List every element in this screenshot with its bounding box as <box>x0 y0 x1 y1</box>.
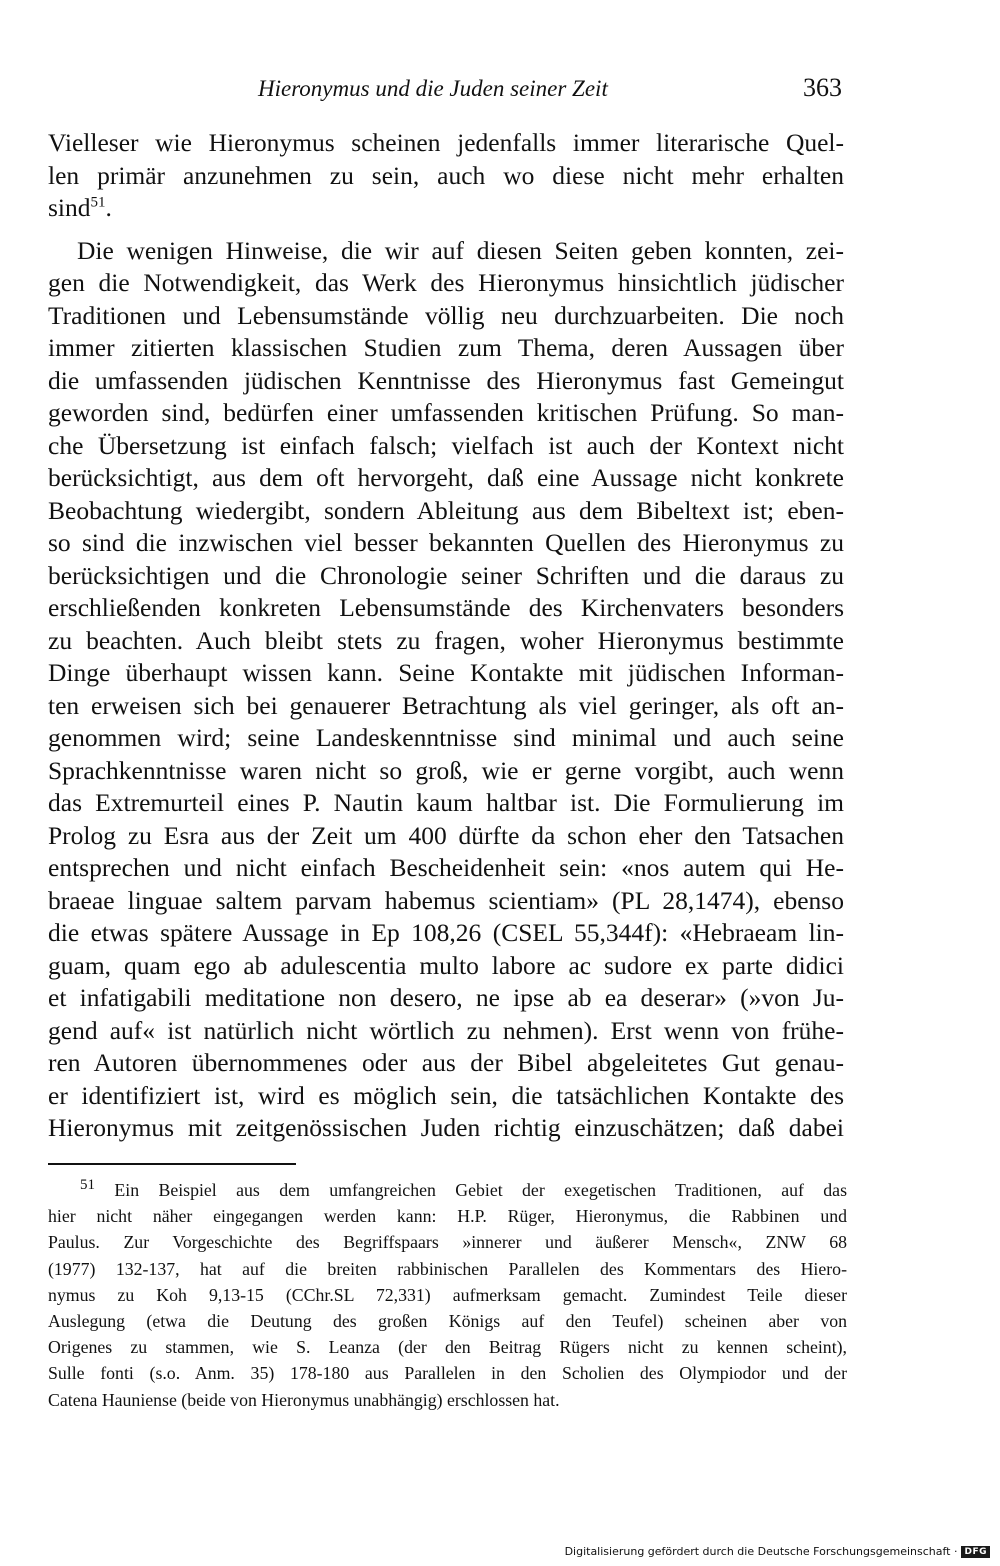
text-line: Hieronymus mit zeitgenössischen Juden richtig einzuschätzen; daß dabei <box>48 1113 844 1142</box>
text-line: die etwas spätere Aussage in Ep 108,26 (CSEL 55,344f): «Hebraeam lin- <box>48 918 844 947</box>
text-line: immer zitierten klassischen Studien zum Thema, deren Aussagen über <box>48 333 844 362</box>
page-number: 363 <box>803 73 842 102</box>
text-line: Traditionen und Lebensumstände völlig neu durchzuarbeiten. Die noch <box>48 300 844 330</box>
text-fragment: . <box>105 193 112 222</box>
footnote <box>48 1177 847 1413</box>
text-line <box>48 192 844 225</box>
footnote-separator <box>48 1163 296 1165</box>
text-line: ten erweisen sich bei genauerer Betrachtung als viel geringer, als oft an- <box>48 690 844 720</box>
text-line: so sind die inzwischen viel besser bekannten Quellen des Hieronymus zu <box>48 528 844 557</box>
digitization-credit <box>565 1545 990 1558</box>
text-line: er identifiziert ist, wird es möglich sein, die tatsächlichen Kontakte des <box>48 1080 844 1110</box>
footnotes <box>48 1177 847 1413</box>
text-line: entsprechen und nicht einfach Bescheidenheit sein: «nos autem qui He- <box>48 853 844 882</box>
text-line: berücksichtigt, aus dem oft hervorgeht, daß eine Aussage nicht konkrete <box>48 463 844 492</box>
text-line: geworden sind, bedürfen einer umfassenden kritischen Prüfung. So man- <box>48 398 844 427</box>
footnote-line: Auslegung (etwa die Deutung des großen Königs auf den Teufel) scheinen aber von <box>48 1310 847 1331</box>
text-line: Vielleser wie Hieronymus scheinen jedenfalls immer literarische Quel- <box>48 128 844 157</box>
dfg-logo-icon: DFG <box>961 1546 990 1558</box>
text-line: et infatigabili meditatione non desero, ne ipse ab ea deserar» (»von Ju- <box>48 983 844 1012</box>
footnote-line: Catena Hauniense (beide von Hieronymus unabhängig) erschlossen hat. <box>48 1389 560 1410</box>
paragraph <box>48 235 844 1145</box>
footnote-line: Paulus. Zur Vorgeschichte des Begriffspaars »innerer und äußerer Mensch«, ZNW 68 <box>48 1232 847 1253</box>
text-line: Sprachkenntnisse waren nicht so groß, wie er gerne vorgibt, auch wenn <box>48 755 844 785</box>
text-line: gen die Notwendigkeit, das Werk des Hieronymus hinsichtlich jüdischer <box>48 268 844 297</box>
text-fragment: sind <box>48 193 91 222</box>
text-line: genommen wird; seine Landeskenntnisse sind minimal und auch seine <box>48 723 844 752</box>
text-line: che Übersetzung ist einfach falsch; vielfach ist auch der Kontext nicht <box>48 430 844 460</box>
text-line: Beobachtung wiedergibt, sondern Ableitung aus dem Bibeltext ist; eben- <box>48 495 844 525</box>
credit-text: Digitalisierung gefördert durch die Deutsche Forschungsgemeinschaft · <box>564 1545 958 1558</box>
text-line: zu beachten. Auch bleibt stets zu fragen, woher Hieronymus bestimmte <box>48 625 844 655</box>
text-line: ren Autoren übernommenes oder aus der Bibel abgeleitetes Gut genau- <box>48 1048 844 1077</box>
text-line: gend auf« ist natürlich nicht wörtlich zu nehmen). Erst wenn von frühe- <box>48 1015 844 1045</box>
text-line: Die wenigen Hinweise, die wir auf diesen Seiten geben konnten, zei- <box>77 235 844 265</box>
text-line: braeae linguae saltem parvam habemus scientiam» (PL 28,1474), ebenso <box>48 885 844 915</box>
paragraph <box>48 127 844 225</box>
text-line: erschließenden konkreten Lebensumstände des Kirchenvaters besonders <box>48 593 844 622</box>
running-head <box>258 74 842 108</box>
text-line: guam, quam ego ab adulescentia multo labore ac sudore ex parte didici <box>48 950 844 980</box>
footnote-line: nymus zu Koh 9,13-15 (CChr.SL 72,331) aufmerksam gemacht. Zumindest Teile dieser <box>48 1284 847 1305</box>
text-line: Prolog zu Esra aus der Zeit um 400 dürfte da schon eher den Tatsachen <box>48 820 844 850</box>
footnote-line: Sulle fonti (s.o. Anm. 35) 178-180 aus Parallelen in den Scholien des Olympiodor und der <box>48 1363 847 1384</box>
text-line: die umfassenden jüdischen Kenntnisse des Hieronymus fast Gemeingut <box>48 365 844 395</box>
text-line: len primär anzunehmen zu sein, auch wo diese nicht mehr erhalten <box>48 160 844 190</box>
text-line: das Extremurteil eines P. Nautin kaum haltbar ist. Die Formulierung im <box>48 788 844 817</box>
footnote-line <box>80 1177 847 1203</box>
text-line: Dinge überhaupt wissen kann. Seine Kontakte mit jüdischen Informan- <box>48 658 844 687</box>
footnote-line: hier nicht näher eingegangen werden kann: H.P. Rüger, Hieronymus, die Rabbinen und <box>48 1206 847 1227</box>
footnote-number: 51 <box>80 1177 95 1194</box>
footnote-line: Origenes zu stammen, wie S. Leanza (der den Beitrag Rügers nicht zu kennen scheint), <box>48 1337 847 1358</box>
body-text <box>48 127 844 1145</box>
running-title: Hieronymus und die Juden seiner Zeit <box>258 76 608 101</box>
footnote-line: (1977) 132-137, hat auf die breiten rabbinischen Parallelen des Kommentars des Hiero- <box>48 1258 847 1279</box>
text-line: berücksichtigen und die Chronologie seiner Schriften und die daraus zu <box>48 560 844 590</box>
text-fragment: Ein Beispiel aus dem umfangreichen Gebiet der exegetischen Traditionen, auf das <box>95 1180 847 1200</box>
footnote-reference: 51 <box>90 194 106 211</box>
